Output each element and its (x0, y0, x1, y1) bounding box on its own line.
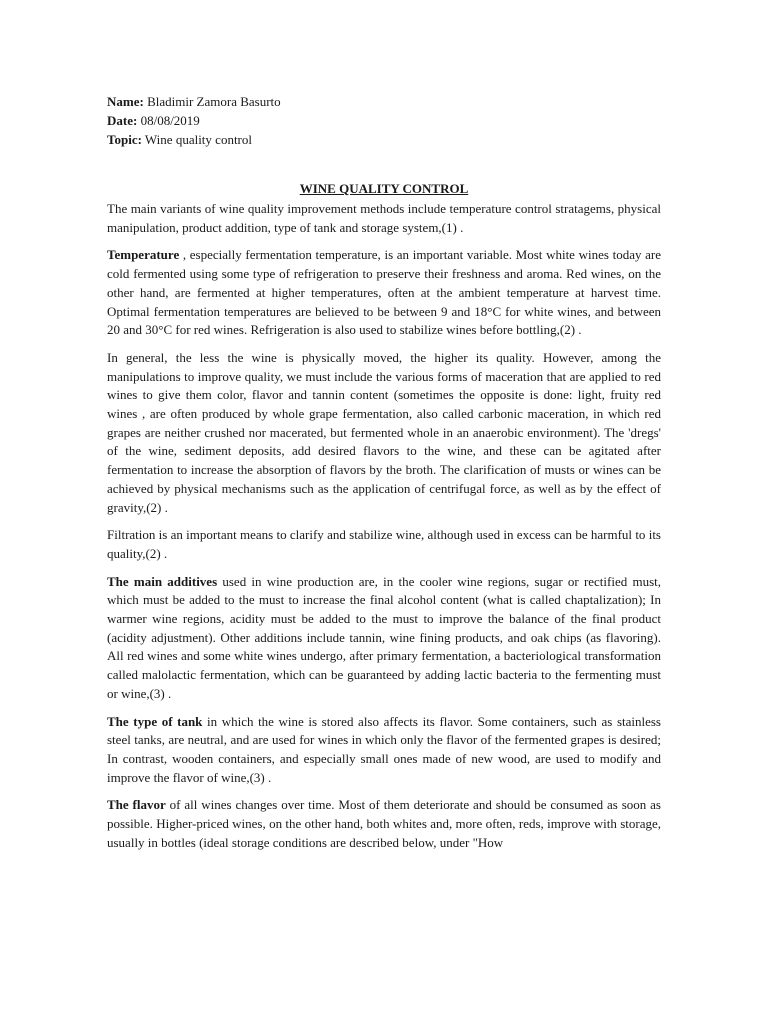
paragraph-text: of all wines changes over time. Most of them deteriorate and should be consumed as soon as possible. Higher-priced wines, on the other hand, both whites and, more often, reds, improve with storage, usually in bottles (ideal storage conditions are described below, under "How (107, 797, 661, 850)
paragraph-text: in which the wine is stored also affects its flavor. Some containers, such as stainless steel tanks, are neutral, and are used for wines in which only the flavor of the fermented grapes is desired; In contrast, wooden containers, and especially small ones made of new wood, are used to modify and improve the flavor of wine,(3) . (107, 713, 661, 785)
paragraph-text: The main variants of wine quality improvement methods include temperature control stratagems, physical manipulation, product addition, type of tank and storage system,(1) . (107, 201, 661, 235)
paragraph-filtration (107, 526, 661, 563)
date-label: Date: (107, 113, 138, 128)
name-value: Bladimir Zamora Basurto (143, 94, 281, 109)
paragraph-text: In general, the less the wine is physically moved, the higher its quality. However, among the manipulations to improve quality, we must include the various forms of maceration that are applied to red wines to give them color, flavor and tannin content (sometimes the opposite is done: light, fruity red wines , are often produced by whole grape fermentation, also called carbonic maceration, in which red grapes are neither crushed nor macerated, but fermented whole in an anaerobic environment). The 'dregs' of the wine, sediment deposits, add desired flavors to the wine, and these can be agitated after fermentation to increase the absorption of flavors by the broth. The clarification of musts or wines can be achieved by physical mechanisms such as the application of centrifugal force, as well as by the effect of gravity,(2) . (107, 349, 661, 515)
document-title: WINE QUALITY CONTROL (299, 181, 469, 196)
topic-value: Wine quality control (141, 132, 252, 147)
paragraph-tank (107, 713, 661, 788)
topic-label: Topic: (107, 132, 142, 147)
paragraph-intro (107, 200, 661, 237)
paragraph-flavor (107, 796, 661, 852)
date-line (107, 111, 661, 130)
topic-line (107, 130, 661, 149)
paragraph-text: , especially fermentation temperature, is an important variable. Most white wines today are cold fermented using some type of refrigeration to preserve their freshness and aroma. Red wines, on the other hand, are fermented at higher temperatures, often at the ambient temperature at harvest time. Optimal fermentation temperatures are believed to be between 9 and 18°C for white wines, and between 20 and 30°C for red wines. Refrigeration is also used to stabilize wines before bottling,(2) . (107, 247, 661, 338)
date-value: 08/08/2019 (137, 113, 200, 128)
document-page (107, 92, 661, 862)
paragraph-lead: The main additives (107, 573, 218, 589)
paragraph-additives (107, 573, 661, 704)
paragraph-lead: The type of tank (107, 713, 203, 729)
paragraph-manipulation (107, 349, 661, 517)
paragraph-lead: The flavor (107, 797, 166, 813)
paragraph-text: Filtration is an important means to clarify and stabilize wine, although used in excess can be harmful to its quality,(2) . (107, 527, 661, 561)
paragraph-text: used in wine production are, in the cooler wine regions, sugar or rectified must, which must be added to the must to increase the final alcohol content (what is called chaptalization); In warmer wine regions, acidity must be added to the must to improve the balance of the final product (acidity adjustment). Other additions include tannin, wine fining products, and oak chips (as flavoring). All red wines and some white wines undergo, after primary fermentation, a bacteriological transformation called malolactic fermentation, which can be guaranteed by adding lactic bacteria to the fermenting must or wine,(3) . (107, 573, 661, 701)
author-line (107, 92, 661, 111)
paragraph-lead: Temperature (107, 247, 180, 263)
paragraph-temperature (107, 246, 661, 340)
name-label: Name: (107, 94, 144, 109)
